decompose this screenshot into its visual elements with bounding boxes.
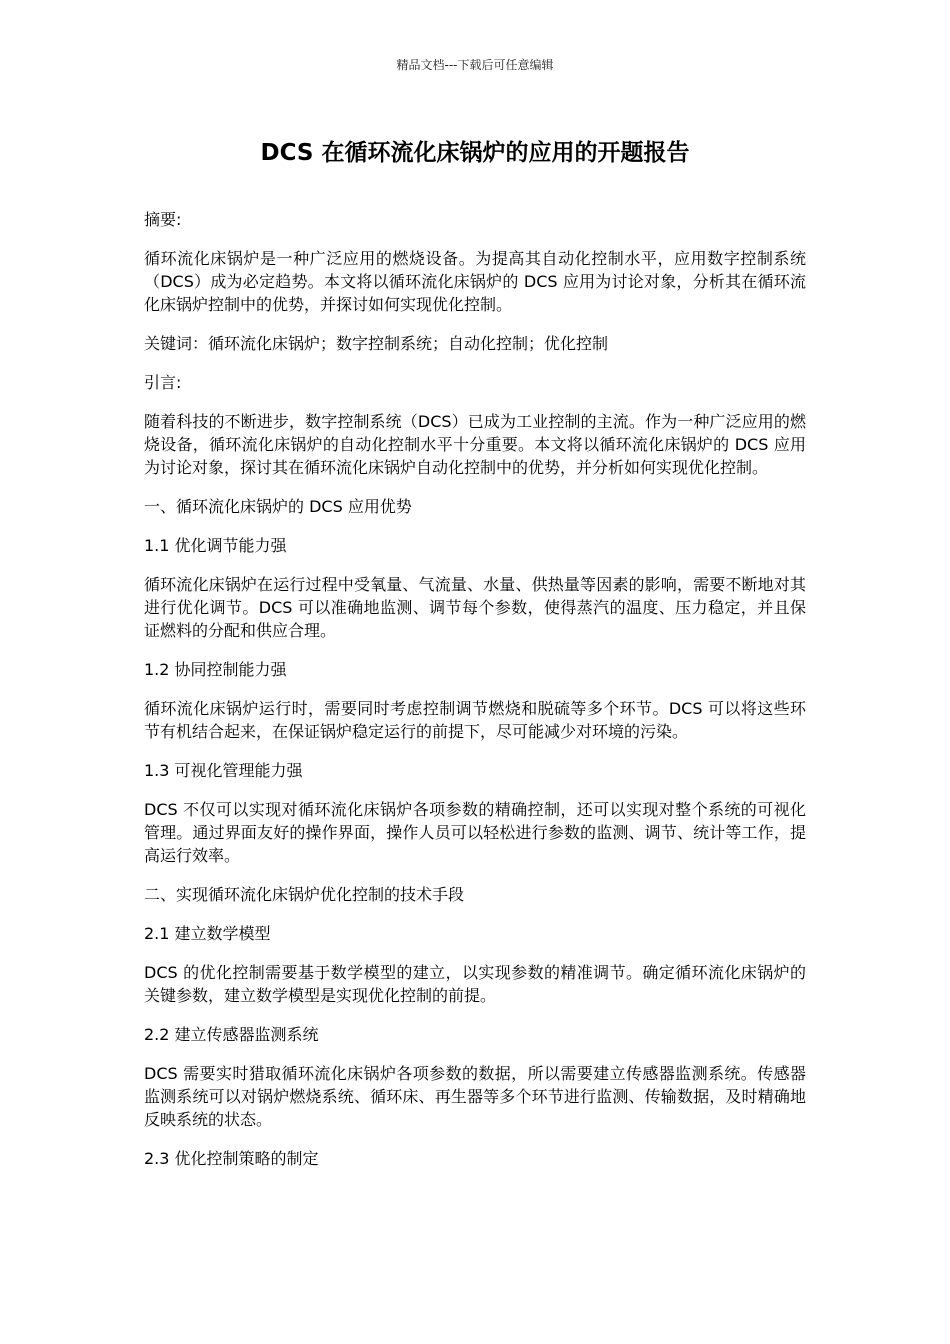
subsection-heading-1-1: 1.1 优化调节能力强 [144,536,287,555]
section-heading-2: 二、实现循环流化床锅炉优化控制的技术手段 [144,885,465,904]
subsection-text-2-1: DCS 的优化控制需要基于数学模型的建立，以实现参数的精准调节。确定循环流化床锅炉的关键参数，建立数学模型是实现优化控制的前提。 [144,963,806,1005]
subsection-heading-1-3: 1.3 可视化管理能力强 [144,761,303,780]
subsection-heading-2-3: 2.3 优化控制策略的制定 [144,1149,319,1168]
document-title: DCS 在循环流化床锅炉的应用的开题报告 [260,140,690,166]
document-body [144,208,806,1186]
page-header-note: 精品文档---下载后可任意编辑 [396,58,554,72]
subsection-heading-1-2: 1.2 协同控制能力强 [144,660,287,679]
subsection-text-1-2: 循环流化床锅炉运行时，需要同时考虑控制调节燃烧和脱硫等多个环节。DCS 可以将这些环节有机结合起来，在保证锅炉稳定运行的前提下，尽可能减少对环境的污染。 [144,699,806,741]
abstract-label: 摘要: [144,210,182,229]
introduction-label: 引言: [144,373,182,392]
subsection-heading-2-1: 2.1 建立数学模型 [144,924,271,943]
subsection-text-1-3: DCS 不仅可以实现对循环流化床锅炉各项参数的精确控制，还可以实现对整个系统的可视化管理。通过界面友好的操作界面，操作人员可以轻松进行参数的监测、调节、统计等工作，提高运行效率。 [144,800,806,865]
subsection-heading-2-2: 2.2 建立传感器监测系统 [144,1025,319,1044]
introduction-text: 随着科技的不断进步，数字控制系统（DCS）已成为工业控制的主流。作为一种广泛应用的燃烧设备，循环流化床锅炉的自动化控制水平十分重要。本文将以循环流化床锅炉的 DCS 应用为讨论对象，探讨其在循环流化床锅炉自动化控制中的优势，并分析如何实现优化控制。 [144,412,806,477]
subsection-text-2-2: DCS 需要实时猎取循环流化床锅炉各项参数的数据，所以需要建立传感器监测系统。传感器监测系统可以对锅炉燃烧系统、循环床、再生器等多个环节进行监测、传输数据，及时精确地反映系统的状态。 [144,1064,806,1129]
abstract-text: 循环流化床锅炉是一种广泛应用的燃烧设备。为提高其自动化控制水平，应用数字控制系统（DCS）成为必定趋势。本文将以循环流化床锅炉的 DCS 应用为讨论对象，分析其在循环流化床锅炉控制中的优势，并探讨如何实现优化控制。 [144,249,806,314]
section-heading-1: 一、循环流化床锅炉的 DCS 应用优势 [144,497,412,516]
keywords: 关键词：循环流化床锅炉；数字控制系统；自动化控制；优化控制 [144,334,609,353]
subsection-text-1-1: 循环流化床锅炉在运行过程中受氧量、气流量、水量、供热量等因素的影响，需要不断地对其进行优化调节。DCS 可以准确地监测、调节每个参数，使得蒸汽的温度、压力稳定，并且保证燃料的分配和供应合理。 [144,575,806,640]
